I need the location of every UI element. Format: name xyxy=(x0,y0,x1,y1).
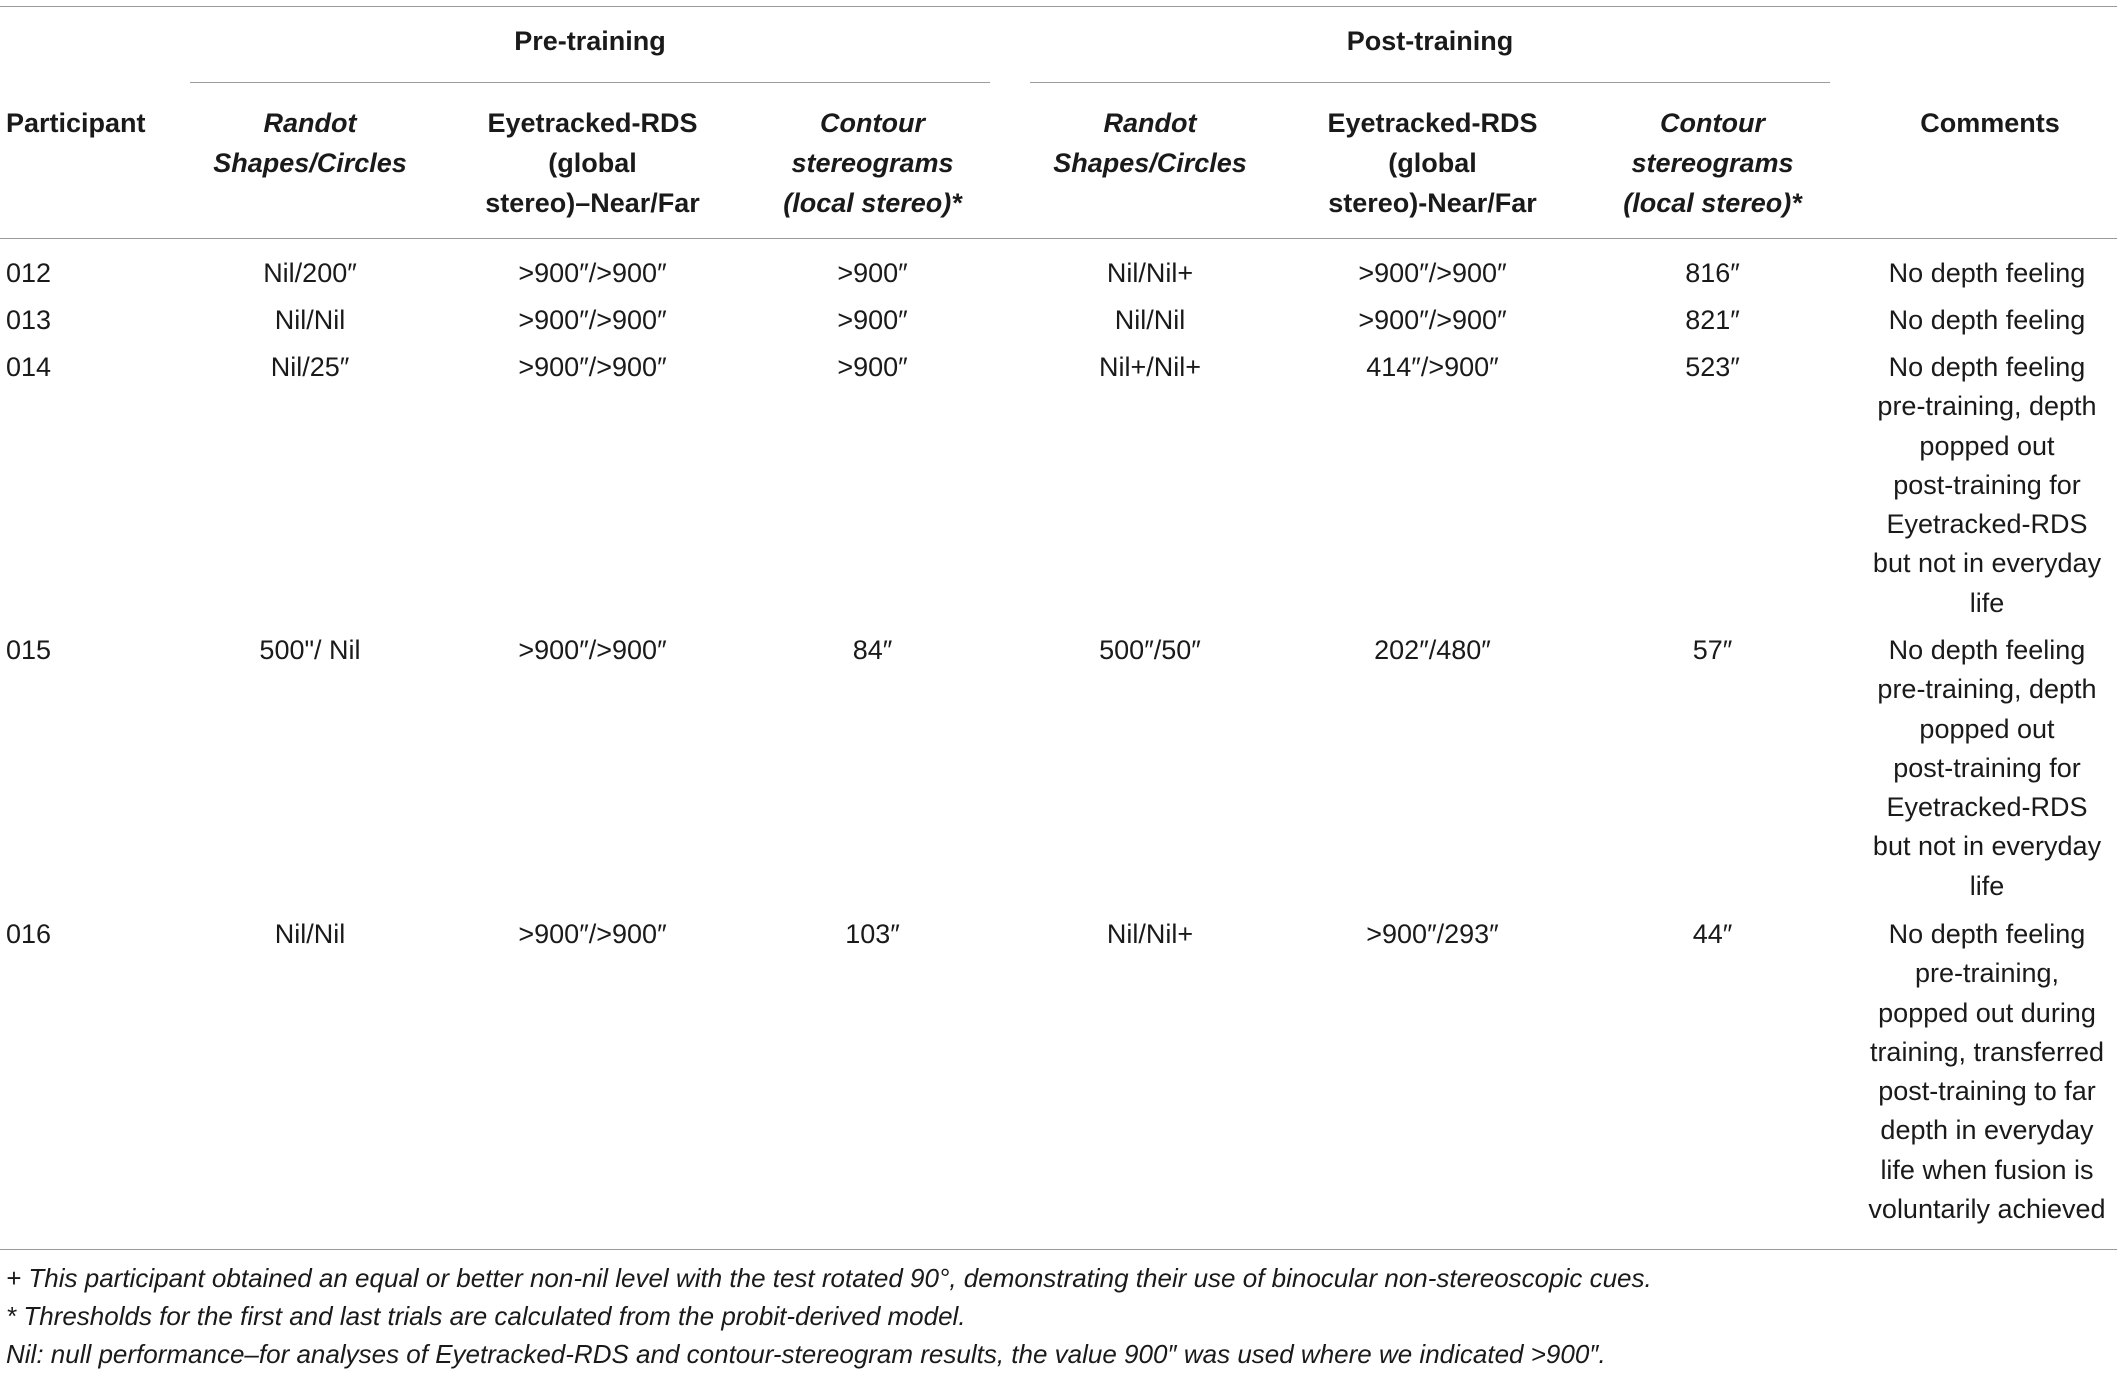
header-bottom-rule xyxy=(0,238,2117,239)
pre-training-rule xyxy=(190,82,990,83)
pre-rds-cell: >900″/>900″ xyxy=(518,352,667,382)
comment-line: No depth feeling xyxy=(1888,305,2086,335)
post-contour-cell: 523″ xyxy=(1685,352,1740,382)
post-rds-cell: 414″/>900″ xyxy=(1366,352,1499,382)
post-randot-header xyxy=(1025,103,1275,183)
comment-line: No depth feeling xyxy=(1888,919,2086,949)
pre-rds-cell: >900″/>900″ xyxy=(518,305,667,335)
pre-rds-cell: >900″/>900″ xyxy=(518,258,667,288)
pre-contour-cell: >900″ xyxy=(837,352,908,382)
post-training-rule xyxy=(1030,82,1830,83)
post-training-header: Post-training xyxy=(1346,26,1514,56)
header-line: stereo)–Near/Far xyxy=(485,188,700,218)
comment-line: post-training for xyxy=(1893,752,2081,783)
pre-training-header: Pre-training xyxy=(514,26,666,56)
top-rule xyxy=(0,6,2117,7)
header-line: (local stereo)* xyxy=(783,188,962,218)
pre-randot-header xyxy=(185,103,435,183)
pre-rds-cell: >900″/>900″ xyxy=(518,919,667,949)
footnote-asterisk: * Thresholds for the first and last trials are calculated from the probit-derived model. xyxy=(6,1301,966,1331)
header-line: Eyetracked-RDS xyxy=(1327,108,1538,138)
comment-line: No depth feeling xyxy=(1888,258,2086,288)
header-line: Randot xyxy=(1103,108,1197,138)
participant-cell: 012 xyxy=(6,258,52,288)
pre-randot-cell: Nil/25″ xyxy=(270,352,350,382)
comment-line: life when fusion is xyxy=(1880,1154,2094,1185)
header-line: Randot xyxy=(263,108,357,138)
pre-rds-cell: >900″/>900″ xyxy=(518,635,667,665)
post-rds-header xyxy=(1290,103,1575,223)
table-bottom-rule xyxy=(0,1249,2117,1250)
comment-line: Eyetracked-RDS xyxy=(1886,792,2088,823)
comment-cell xyxy=(1857,254,2117,293)
pre-contour-cell: >900″ xyxy=(837,305,908,335)
participant-header: Participant xyxy=(6,108,146,138)
comment-line: No depth feeling xyxy=(1888,635,2086,665)
comment-line: pre-training, xyxy=(1914,958,2060,989)
participant-cell: 015 xyxy=(6,635,52,665)
header-line: Shapes/Circles xyxy=(1053,148,1247,178)
comment-line: popped out during xyxy=(1878,997,2096,1028)
header-line: stereo)-Near/Far xyxy=(1328,188,1537,218)
header-line: Contour xyxy=(1660,108,1765,138)
post-rds-cell: 202″/480″ xyxy=(1374,635,1491,665)
comment-line: post-training to far xyxy=(1878,1076,2096,1107)
participant-cell: 014 xyxy=(6,352,52,382)
post-rds-cell: >900″/>900″ xyxy=(1358,258,1507,288)
header-line: (global xyxy=(1388,148,1477,178)
comment-line: life xyxy=(1969,587,2005,618)
pre-rds-header xyxy=(450,103,735,223)
comment-cell xyxy=(1857,915,2117,1229)
comment-line: popped out xyxy=(1919,430,2055,461)
post-randot-cell: Nil/Nil+ xyxy=(1106,919,1194,949)
pre-contour-cell: >900″ xyxy=(837,258,908,288)
comment-line: training, transferred xyxy=(1869,1036,2105,1067)
comment-cell xyxy=(1857,348,2117,623)
post-contour-cell: 57″ xyxy=(1692,635,1733,665)
comment-line: No depth feeling xyxy=(1888,352,2086,382)
post-contour-cell: 44″ xyxy=(1692,919,1733,949)
post-contour-cell: 816″ xyxy=(1685,258,1740,288)
post-rds-cell: >900″/293″ xyxy=(1366,919,1499,949)
header-line: (local stereo)* xyxy=(1623,188,1802,218)
post-randot-cell: Nil/Nil+ xyxy=(1106,258,1194,288)
comment-line: life xyxy=(1969,870,2005,901)
pre-contour-cell: 84″ xyxy=(852,635,893,665)
post-randot-cell: Nil+/Nil+ xyxy=(1098,352,1202,382)
pre-randot-cell: Nil/Nil xyxy=(274,305,346,335)
comment-line: pre-training, depth xyxy=(1877,674,2097,705)
header-line: stereograms xyxy=(1631,148,1794,178)
participant-cell: 016 xyxy=(6,919,52,949)
comment-cell xyxy=(1857,301,2117,340)
header-line: Shapes/Circles xyxy=(213,148,407,178)
post-contour-cell: 821″ xyxy=(1685,305,1740,335)
pre-contour-header xyxy=(755,103,990,223)
pre-randot-cell: 500"/ Nil xyxy=(259,635,361,665)
footnote-nil: Nil: null performance–for analyses of Eyetracked-RDS and contour-stereogram results, the value 900″ was used where we indicated >900″. xyxy=(6,1339,1606,1369)
header-line: Contour xyxy=(820,108,925,138)
comment-line: pre-training, depth xyxy=(1877,391,2097,422)
comments-header: Comments xyxy=(1920,108,2060,138)
header-line: Eyetracked-RDS xyxy=(487,108,698,138)
comment-line: but not in everyday xyxy=(1872,548,2102,579)
comment-line: popped out xyxy=(1919,713,2055,744)
post-randot-cell: Nil/Nil xyxy=(1114,305,1186,335)
post-randot-cell: 500″/50″ xyxy=(1099,635,1201,665)
footnote-plus: + This participant obtained an equal or better non-nil level with the test rotated 90°, demonstrating their use of binocular non-stereoscopic cues. xyxy=(6,1263,1652,1293)
pre-randot-cell: Nil/Nil xyxy=(274,919,346,949)
pre-randot-cell: Nil/200″ xyxy=(263,258,357,288)
comment-line: but not in everyday xyxy=(1872,831,2102,862)
post-rds-cell: >900″/>900″ xyxy=(1358,305,1507,335)
header-line: stereograms xyxy=(791,148,954,178)
participant-cell: 013 xyxy=(6,305,52,335)
header-line: (global xyxy=(548,148,637,178)
comment-line: voluntarily achieved xyxy=(1868,1194,2106,1225)
post-contour-header xyxy=(1595,103,1830,223)
comment-line: Eyetracked-RDS xyxy=(1886,509,2088,540)
comment-line: depth in everyday xyxy=(1880,1115,2094,1146)
comment-line: post-training for xyxy=(1893,469,2081,500)
comment-cell xyxy=(1857,631,2117,906)
pre-contour-cell: 103″ xyxy=(845,919,900,949)
